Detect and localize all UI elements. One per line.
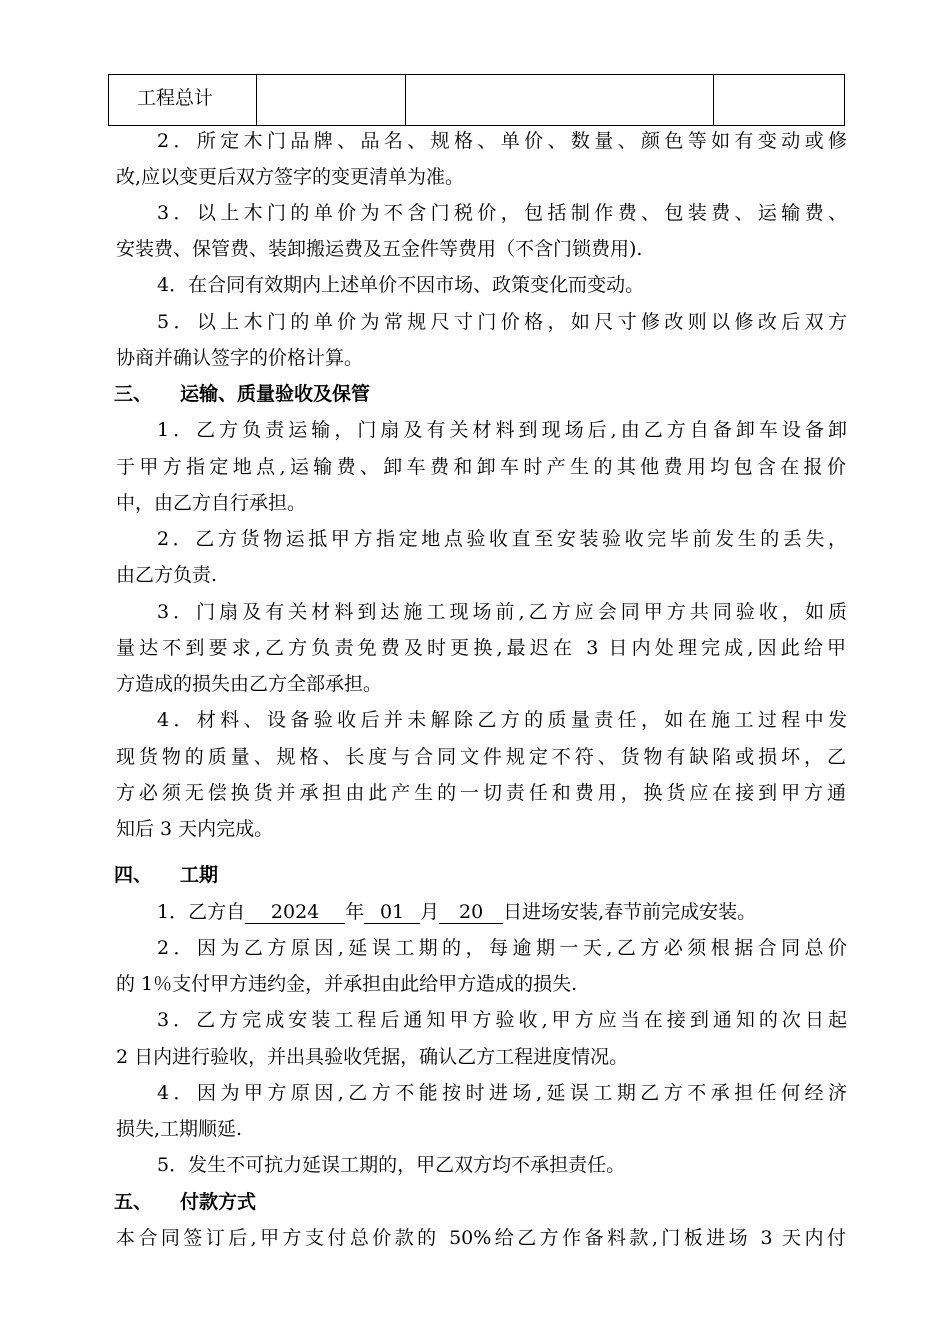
clause-3-3-line-3: 方造成的损失由乙方全部承担。 (116, 673, 383, 695)
clause-2-5-line-1: 5．以上木门的单价为常规尺寸门价格，如尺寸修改则以修改后双方 (157, 311, 847, 333)
section-5-number: 五、 (114, 1191, 153, 1213)
table-cell (406, 75, 714, 126)
section-4-title: 工期 (180, 864, 219, 886)
section-3-title: 运输、质量验收及保管 (180, 383, 371, 405)
clause-4-4-line-2: 损失,工期顺延. (116, 1118, 243, 1140)
start-day-field: 20 (439, 901, 503, 924)
clause-3-4-line-2: 现货物的质量、规格、长度与合同文件规定不符、货物有缺陷或损坏，乙 (116, 746, 846, 768)
clause-4-1-line-1 (157, 899, 847, 925)
clause-3-2-line-1: 2．乙方货物运抵甲方指定地点验收直至安装验收完毕前发生的丢失， (157, 528, 847, 550)
project-total-label: 工程总计 (109, 75, 257, 126)
section-3-heading (114, 381, 844, 407)
clause-3-3-line-2: 量达不到要求,乙方负责免费及时更换,最迟在 3 日内处理完成,因此给甲 (116, 637, 846, 659)
clause-2-2-line-2: 改,应以变更后双方签字的变更清单为准。 (116, 166, 465, 188)
table-cell (714, 75, 845, 126)
month-unit: 月 (420, 901, 440, 923)
year-unit: 年 (345, 901, 365, 923)
clause-2-3-line-1: 3．以上木门的单价为不含门税价，包括制作费、包装费、运输费、 (157, 202, 847, 224)
clause-4-3-line-1: 3．乙方完成安装工程后通知甲方验收,甲方应当在接到通知的次日起 (157, 1009, 847, 1031)
clause-3-3-line-1: 3．门扇及有关材料到达施工现场前,乙方应会同甲方共同验收，如质 (157, 601, 847, 623)
clause-3-4-line-1: 4．材料、设备验收后并未解除乙方的质量责任，如在施工过程中发 (157, 709, 847, 731)
section-4-heading (114, 862, 844, 888)
clause-3-1-line-1: 1．乙方负责运输，门扇及有关材料到现场后,由乙方自备卸车设备卸 (157, 419, 847, 441)
clause-3-4-line-3: 方必须无偿换货并承担由此产生的一切责任和费用，换货应在接到甲方通 (116, 782, 846, 804)
project-total-table (108, 74, 845, 126)
clause-4-2-line-1: 2．因为乙方原因,延误工期的，每逾期一天,乙方必须根据合同总价 (157, 937, 847, 959)
clause-2-2-line-1: 2．所定木门品牌、品名、规格、单价、数量、颜色等如有变动或修 (157, 130, 847, 152)
clause-4-5-line-1: 5．发生不可抗力延误工期的，甲乙双方均不承担责任。 (157, 1154, 626, 1176)
clause-4-1-suffix: 日进场安装,春节前完成安装。 (503, 901, 757, 923)
clause-3-2-line-2: 由乙方负责. (116, 564, 218, 586)
clause-2-4-line-1: 4．在合同有效期内上述单价不因市场、政策变化而变动。 (157, 274, 645, 296)
section-3-number: 三、 (114, 383, 153, 405)
section-4-number: 四、 (114, 864, 153, 886)
clause-4-1-prefix: 1．乙方自 (157, 901, 246, 923)
start-year-field: 2024 (245, 901, 345, 924)
clause-2-5-line-2: 协商并确认签字的价格计算。 (116, 347, 364, 369)
clause-3-1-line-2: 于甲方指定地点,运输费、卸车费和卸车时产生的其他费用均包含在报价 (116, 456, 846, 478)
clause-3-4-line-4: 知后 3 天内完成。 (116, 818, 274, 840)
section-5-title: 付款方式 (180, 1191, 257, 1213)
table-row (109, 75, 845, 126)
payment-line-1: 本合同签订后,甲方支付总价款的 50%给乙方作备料款,门板进场 3 天内付 (116, 1227, 846, 1249)
section-5-heading (114, 1189, 844, 1215)
clause-4-3-line-2: 2 日内进行验收，并出具验收凭据，确认乙方工程进度情况。 (116, 1046, 629, 1068)
clause-4-2-line-2: 的 1％支付甲方违约金，并承担由此给甲方造成的损失. (116, 973, 578, 995)
clause-3-1-line-3: 中，由乙方自行承担。 (116, 492, 307, 514)
clause-2-3-line-2: 安装费、保管费、装卸搬运费及五金件等费用（不含门锁费用). (116, 238, 643, 260)
start-month-field: 01 (364, 901, 420, 924)
table-cell (257, 75, 406, 126)
clause-4-4-line-1: 4．因为甲方原因,乙方不能按时进场,延误工期乙方不承担任何经济 (157, 1082, 847, 1104)
